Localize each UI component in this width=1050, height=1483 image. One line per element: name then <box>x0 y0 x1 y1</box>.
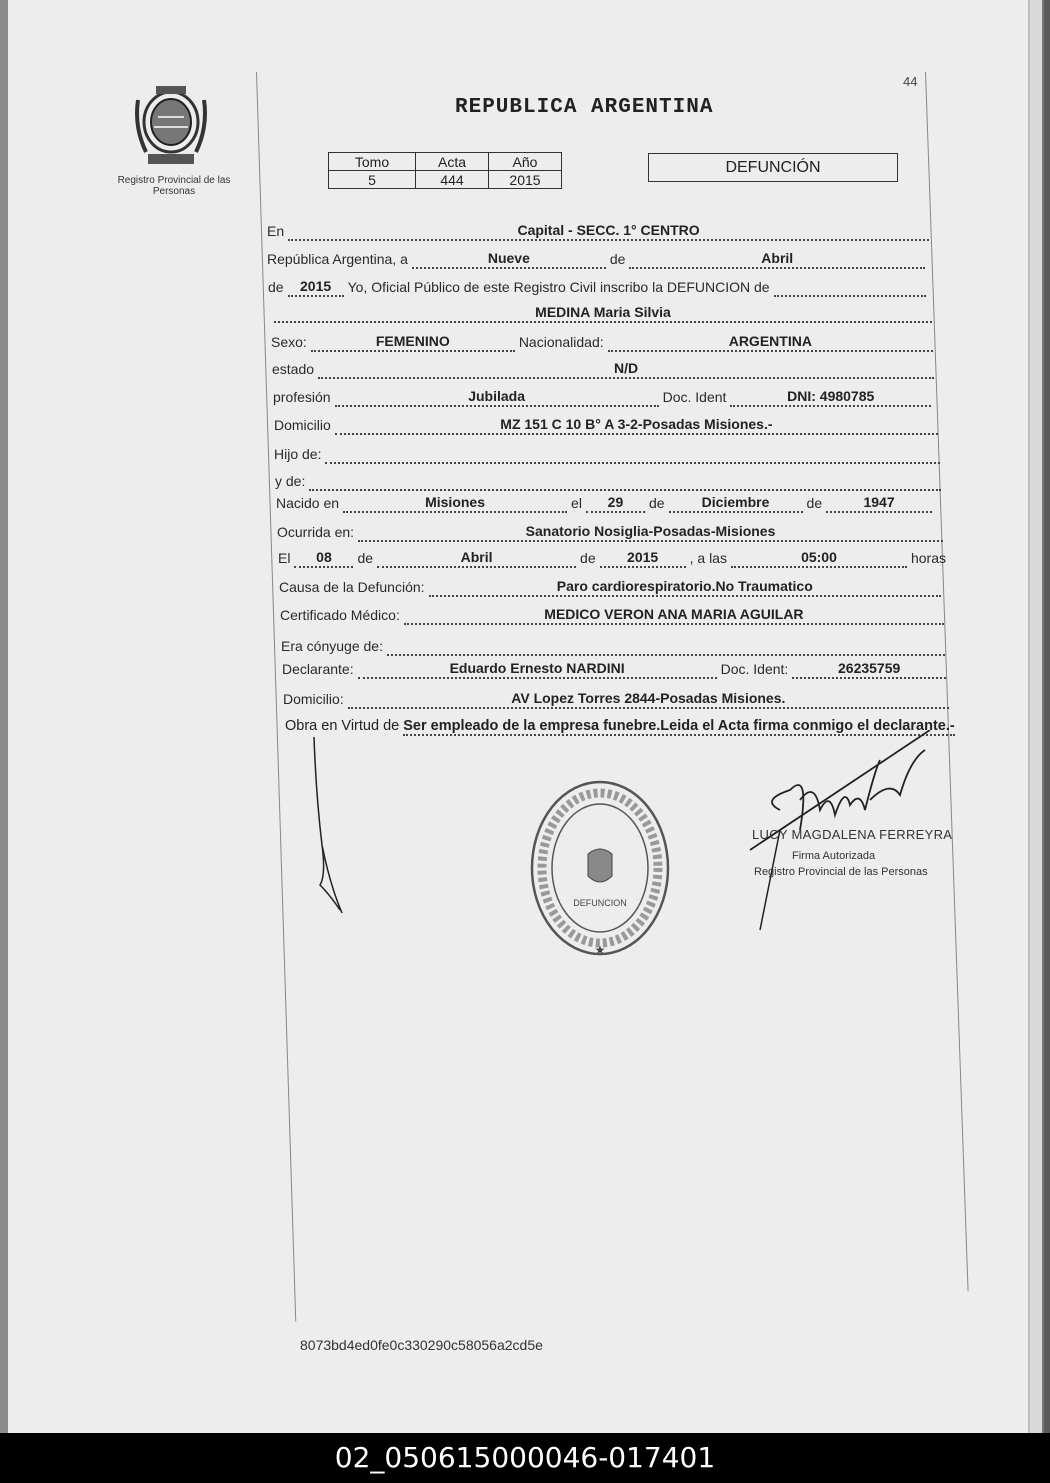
value-en: Capital - SECC. 1° CENTRO <box>288 222 929 241</box>
svg-text:★: ★ <box>594 943 606 957</box>
label-ocurrida: Ocurrida en: <box>277 524 355 540</box>
signer-role: Firma Autorizada <box>792 850 876 862</box>
label-nacido-en: Nacido en <box>276 495 340 511</box>
value-sexo: FEMENINO <box>311 333 515 352</box>
signature-stroke-icon <box>300 735 360 920</box>
row-profesion <box>273 388 935 407</box>
row-domicilio-2 <box>283 690 953 709</box>
table-value-tomo: 5 <box>329 171 416 189</box>
value-birth-place: Misiones <box>343 494 567 513</box>
value-estado: N/D <box>318 360 934 379</box>
label-el: el <box>571 495 582 511</box>
row-domicilio <box>274 416 942 435</box>
value-year: 2015 <box>288 278 344 297</box>
label-hijo-de: Hijo de: <box>274 446 322 462</box>
value-domicilio-2: AV Lopez Torres 2844-Posadas Misiones. <box>348 690 949 709</box>
value-ocurrida: Sanatorio Nosiglia-Posadas-Misiones <box>358 523 943 542</box>
label-de-2: de <box>806 495 823 511</box>
table-value-anio: 2015 <box>489 171 562 189</box>
value-doc-ident-2: 26235759 <box>792 660 946 679</box>
table-header-tomo: Tomo <box>329 153 416 171</box>
row-causa <box>279 578 945 597</box>
value-death-month: Abril <box>377 549 576 568</box>
value-causa: Paro cardiorespiratorio.No Traumatico <box>429 578 941 597</box>
document-type-box: DEFUNCIÓN <box>648 153 898 182</box>
row-name <box>270 304 936 323</box>
value-y-de <box>309 472 941 491</box>
label-year-de: de <box>268 279 284 295</box>
value-nacionalidad: ARGENTINA <box>608 333 933 352</box>
value-death-year: 2015 <box>600 549 686 568</box>
label-de-1: de <box>648 495 665 511</box>
value-doc-ident: DNI: 4980785 <box>730 388 931 407</box>
province-emblem-icon <box>130 82 212 168</box>
row-estado <box>272 360 938 379</box>
table-value-acta: 444 <box>416 171 489 189</box>
label-causa: Causa de la Defunción: <box>279 579 425 595</box>
label-declarante: Declarante: <box>282 661 354 677</box>
label-certificado: Certificado Médico: <box>280 607 400 623</box>
label-horas: horas <box>910 550 946 566</box>
label-domicilio: Domicilio <box>274 417 331 433</box>
record-table <box>328 152 562 189</box>
row-nacido <box>276 494 936 513</box>
row-sexo <box>271 333 937 352</box>
label-doc-ident: Doc. Ident <box>662 389 727 405</box>
table-header-acta: Acta <box>416 153 489 171</box>
label-conyuge: Era cónyuge de: <box>281 638 383 654</box>
row-republica <box>267 250 929 269</box>
row-fecha-defuncion <box>278 549 946 568</box>
value-month: Abril <box>629 250 925 269</box>
value-domicilio: MZ 151 C 10 B° A 3-2-Posadas Misiones.- <box>335 416 938 435</box>
svg-text:DEFUNCION: DEFUNCION <box>573 898 627 908</box>
value-conyuge <box>387 637 945 656</box>
label-estado: estado <box>272 361 315 377</box>
row-conyuge <box>281 637 949 656</box>
signer-name: LUCY MAGDALENA FERREYRA <box>752 827 953 842</box>
value-birth-month: Diciembre <box>669 494 803 513</box>
label-de-3: de <box>357 550 374 566</box>
label-de-4: de <box>580 550 596 566</box>
table-header-anio: Año <box>489 153 562 171</box>
value-day: Nueve <box>412 250 606 269</box>
value-declarante: Eduardo Ernesto NARDINI <box>358 660 717 679</box>
official-stamp-icon <box>528 776 673 961</box>
value-profesion: Jubilada <box>335 388 659 407</box>
value-death-day: 08 <box>294 549 353 568</box>
row-hijo-de <box>274 445 944 464</box>
value-death-time: 05:00 <box>731 549 907 568</box>
label-republica: República Argentina, a <box>267 251 408 267</box>
value-year-blank <box>774 278 926 297</box>
label-sexo: Sexo: <box>271 334 307 350</box>
barcode-caption: 02_050615000046-017401 <box>0 1433 1050 1483</box>
value-birth-day: 29 <box>586 494 645 513</box>
row-year <box>268 278 930 297</box>
row-en <box>267 222 933 241</box>
inscription-text: Yo, Oficial Público de este Registro Civil inscribo la DEFUNCION de <box>347 279 770 295</box>
value-obra: Ser empleado de la empresa funebre.Leida el Acta firma conmigo el declarante.- <box>403 718 955 734</box>
signer-org: Registro Provincial de las Personas <box>754 866 928 878</box>
label-doc-ident-2: Doc. Ident: <box>720 661 789 677</box>
registry-caption: Registro Provincial de las Personas <box>117 175 231 197</box>
page-title: REPUBLICA ARGENTINA <box>455 96 714 119</box>
value-certificado: MEDICO VERON ANA MARIA AGUILAR <box>404 606 944 625</box>
label-y-de: y de: <box>275 473 306 489</box>
value-birth-year: 1947 <box>826 494 932 513</box>
row-declarante <box>282 660 950 679</box>
value-hijo-de <box>325 445 940 464</box>
label-nacionalidad: Nacionalidad: <box>518 334 604 350</box>
label-a-las: , a las <box>689 550 727 566</box>
label-profesion: profesión <box>273 389 331 405</box>
scanner-edge <box>1030 0 1050 1433</box>
label-obra: Obra en Virtud de <box>285 718 400 734</box>
document-hash: 8073bd4ed0fe0c330290c58056a2cd5e <box>300 1337 543 1353</box>
label-en: En <box>267 223 285 239</box>
row-ocurrida <box>277 523 947 542</box>
label-domicilio-2: Domicilio: <box>283 691 344 707</box>
row-certificado <box>280 606 948 625</box>
page-number: 44 <box>903 74 918 89</box>
value-deceased-name: MEDINA Maria Silvia <box>274 304 932 323</box>
label-de: de <box>609 251 626 267</box>
label-el-2: El <box>278 550 291 566</box>
row-y-de <box>275 472 945 491</box>
